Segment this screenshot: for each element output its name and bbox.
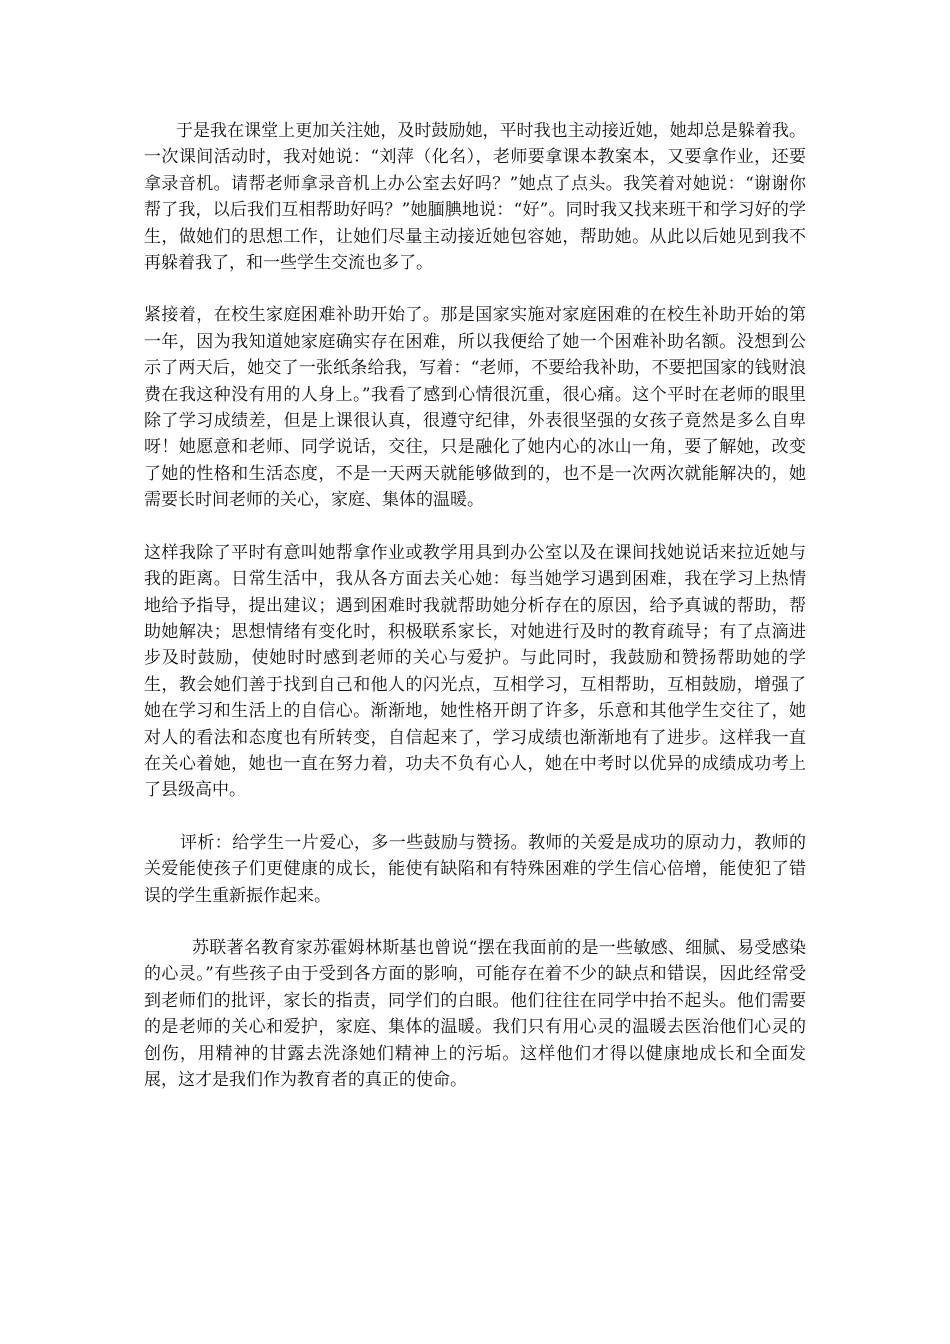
paragraph-commentary: 评析：给学生一片爱心，多一些鼓励与赞扬。教师的关爱是成功的原动力，教师的关爱能使孩子们更健康的成长，能使有缺陷和有特殊困难的学生信心倍增，能使犯了错误的学生重新振作起来。 [144, 832, 806, 906]
paragraph-sukhomlinsky-quote: 苏联著名教育家苏霍姆林斯基也曾说“摆在我面前的是一些敏感、细腻、易受感染的心灵。”有些孩子由于受到各方面的影响，可能存在着不少的缺点和错误，因此经常受到老师们的批评，家长的指责，同学们的白眼。他们往往在同学中抬不起头。他们需要的是老师的关心和爱护，家庭、集体的温暖。我们只有用心灵的温暖去医治他们心灵的创伤，用精神的甘露去洗涤她们精神上的污垢。这样他们才得以健康地成长和全面发展，这才是我们作为教育者的真正的使命。 [144, 937, 806, 1090]
document-page [144, 118, 806, 1119]
paragraph-classroom-encouragement: 于是我在课堂上更加关注她，及时鼓励她，平时我也主动接近她，她却总是躲着我。一次课间活动时，我对她说：“刘萍（化名），老师要拿课本教案本，又要拿作业，还要拿录音机。请帮老师拿录音机上办公室去好吗？”她点了点头。我笑着对她说：“谢谢你帮了我，以后我们互相帮助好吗？”她腼腆地说：“好”。同时我又找来班干和学习好的学生，做她们的思想工作，让她们尽量主动接近她包容她，帮助她。从此以后她见到我不再躲着我了，和一些学生交流也多了。 [144, 121, 806, 274]
paragraph-hardship-subsidy: 紧接着，在校生家庭困难补助开始了。那是国家实施对家庭困难的在校生补助开始的第一年，因为我知道她家庭确实存在困难，所以我便给了她一个困难补助名额。没想到公示了两天后，她交了一张纸条给我，写着：“老师，不要给我补助，不要把国家的钱财浪费在我这种没有用的人身上。”我看了感到心情很沉重，很心痛。这个平时在老师的眼里除了学习成绩差，但是上课很认真，很遵守纪律，外表很坚强的女孩子竟然是多么自卑呀！她愿意和老师、同学说话，交往，只是融化了她内心的冰山一角，要了解她，改变了她的性格和生活态度，不是一天两天就能够做到的，也不是一次两次就能解决的，她需要长时间老师的关心，家庭、集体的温暖。 [144, 305, 806, 511]
paragraph-daily-care: 这样我除了平时有意叫她帮拿作业或教学用具到办公室以及在课间找她说话来拉近她与我的距离。日常生活中，我从各方面去关心她：每当她学习遇到困难，我在学习上热情地给予指导，提出建议；遇到困难时我就帮助她分析存在的原因，给予真诚的帮助，帮助她解决；思想情绪有变化时，积极联系家长，对她进行及时的教育疏导；有了点滴进步及时鼓励，使她时时感到老师的关心与爱护。与此同时，我鼓励和赞扬帮助她的学生，教会她们善于找到自己和他人的闪光点，互相学习，互相帮助，互相鼓励，增强了她在学习和生活上的自信心。渐渐地，她性格开朗了许多，乐意和其他学生交往了，她对人的看法和态度也有所转变，自信起来了，学习成绩也渐渐地有了进步。这样我一直在关心着她，她也一直在努力着，功夫不负有心人，她在中考时以优异的成绩成功考上了县级高中。 [144, 542, 806, 801]
